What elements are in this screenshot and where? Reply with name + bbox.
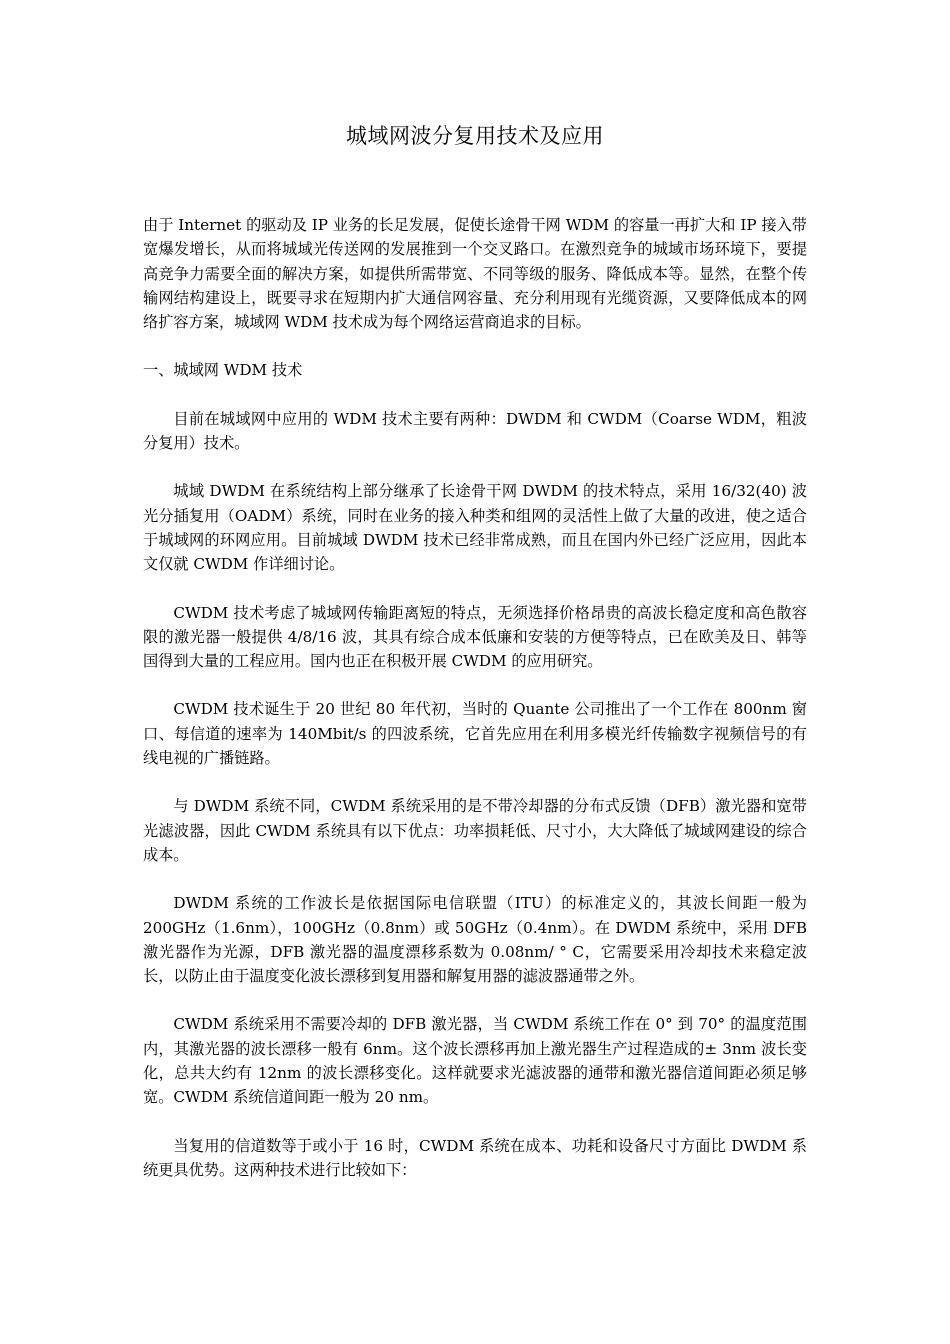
body-paragraph: CWDM 技术诞生于 20 世纪 80 年代初，当时的 Quante 公司推出了一个工作在 800nm 窗口、每信道的速率为 140Mbit/s 的四波系统，它首先应用在利用多模光纤传输数字视频信号的有线电视的广播链路。 (143, 700, 807, 768)
body-paragraph: CWDM 系统采用不需要冷却的 DFB 激光器，当 CWDM 系统工作在 0° 到 70° 的温度范围内，其激光器的波长漂移一般有 6nm。这个波长漂移再加上激光器生产过程造成的± 3nm 波长变化，总共大约有 12nm 的波长漂移变化。这样就要求光滤波器的通带和激光器信道间距必须足够宽。CWDM 系统信道间距一般为 20 nm。 (143, 1015, 807, 1107)
section-heading: 一、城域网 WDM 技术 (143, 361, 303, 380)
body-paragraph: CWDM 技术考虑了城域网传输距离短的特点，无须选择价格昂贵的高波长稳定度和高色散容限的激光器一般提供 4/8/16 波，其具有综合成本低廉和安装的方便等特点，已在欧美及日、韩等国得到大量的工程应用。国内也正在积极开展 CWDM 的应用研究。 (143, 603, 807, 671)
body-paragraph: 城域 DWDM 在系统结构上部分继承了长途骨干网 DWDM 的技术特点，采用 16/32(40) 波光分插复用（OADM）系统，同时在业务的接入种类和组网的灵活性上做了大量的改进，使之适合于城域网的环网应用。目前城域 DWDM 技术已经非常成熟，而且在国内外已经广泛应用，因此本文仅就 CWDM 作详细讨论。 (143, 482, 807, 574)
body-paragraph: 当复用的信道数等于或小于 16 时，CWDM 系统在成本、功耗和设备尺寸方面比 DWDM 系统更具优势。这两种技术进行比较如下： (143, 1136, 807, 1179)
body-paragraph: 目前在城域网中应用的 WDM 技术主要有两种：DWDM 和 CWDM（Coarse WDM，粗波分复用）技术。 (143, 409, 807, 453)
document-title: 城域网波分复用技术及应用 (346, 124, 604, 148)
body-paragraph: DWDM 系统的工作波长是依据国际电信联盟（ITU）的标准定义的，其波长间距一般为 200GHz（1.6nm），100GHz（0.8nm）或 50GHz（0.4nm）。在 DWDM 系统中，采用 DFB 激光器作为光源，DFB 激光器的温度漂移系数为 0.08nm/ ° C，它需要采用冷却技术来稳定波长，以防止由于温度变化波长漂移到复用器和解复用器的滤波器通带之外。 (143, 894, 807, 986)
intro-paragraph: 由于 Internet 的驱动及 IP 业务的长足发展，促使长途骨干网 WDM 的容量一再扩大和 IP 接入带宽爆发增长，从而将城域光传送网的发展推到一个交叉路口。在激烈竞争的城域市场环境下，要提高竞争力需要全面的解决方案，如提供所需带宽、不同等级的服务、降低成本等。显然，在整个传输网结构建设上，既要寻求在短期内扩大通信网容量、充分利用现有光缆资源，又要降低成本的网络扩容方案，城域网 WDM 技术成为每个网络运营商追求的目标。 (143, 216, 807, 332)
body-paragraph: 与 DWDM 系统不同，CWDM 系统采用的是不带冷却器的分布式反馈（DFB）激光器和宽带光滤波器，因此 CWDM 系统具有以下优点：功率损耗低、尺寸小，大大降低了城域网建设的综合成本。 (143, 797, 807, 864)
document-body (143, 213, 807, 1206)
